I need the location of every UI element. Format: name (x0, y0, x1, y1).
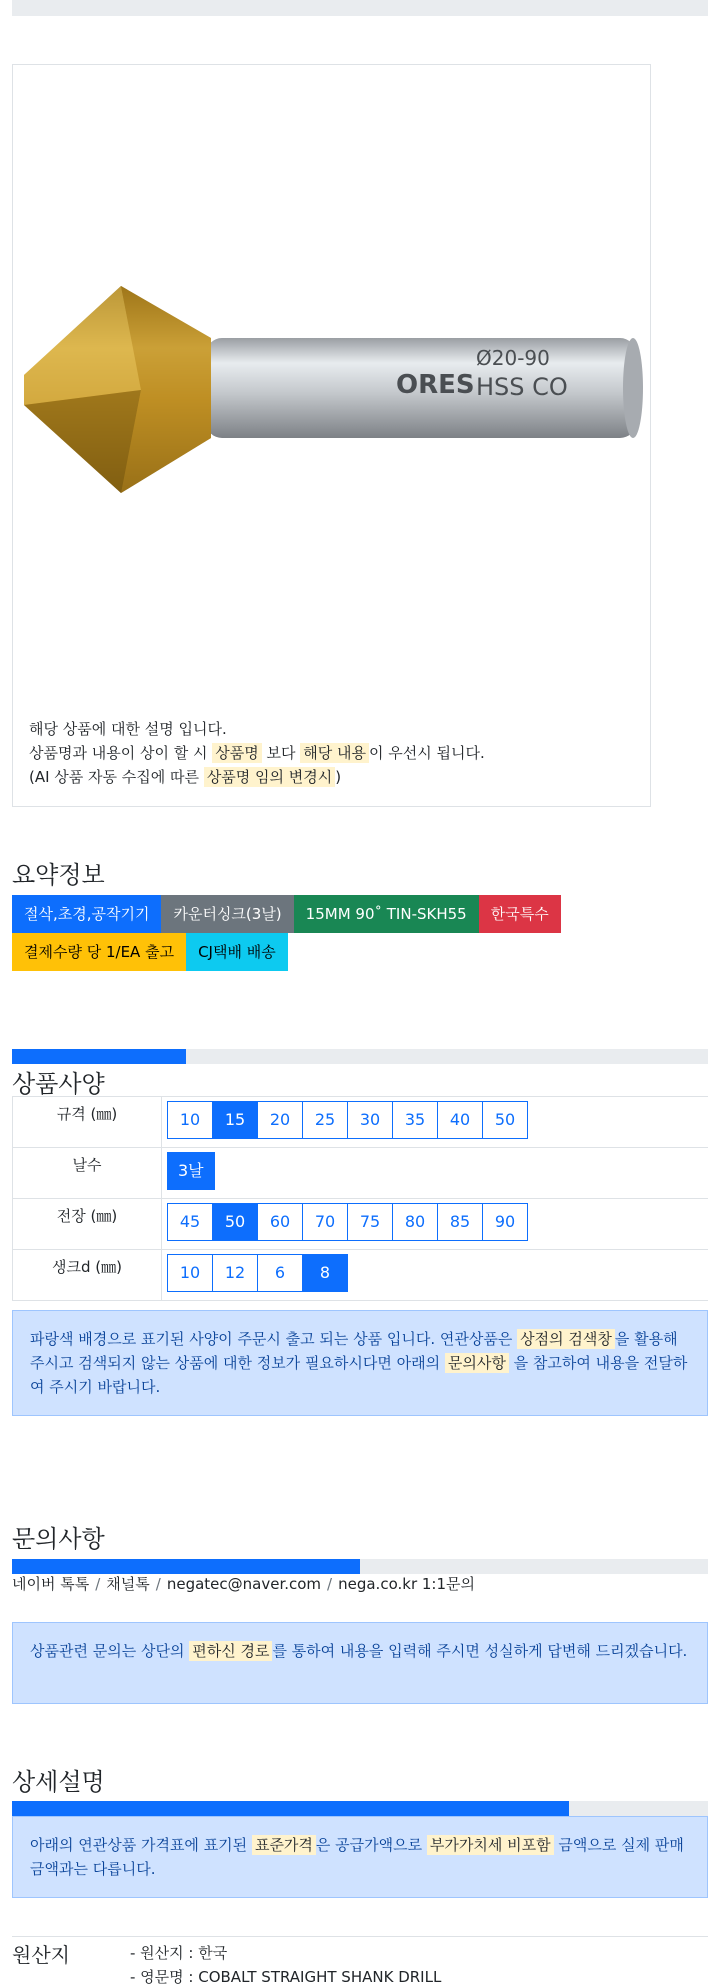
spec-option-button[interactable]: 30 (347, 1101, 393, 1139)
detail-title: 상세설명 (12, 1768, 105, 1796)
top-divider-bar (12, 0, 708, 16)
spec-row (12, 1148, 708, 1199)
spec-row (12, 1199, 708, 1250)
summary-badge: 15MM 90˚ TIN-SKH55 (294, 895, 479, 933)
contact-links (12, 1573, 475, 1594)
spec-options (162, 1148, 214, 1198)
spec-option-button[interactable]: 15 (212, 1101, 258, 1139)
engraving-ores: ORES (396, 370, 475, 400)
product-image (21, 265, 651, 565)
contact-separator: / (95, 1575, 101, 1593)
product-image-box (12, 64, 651, 807)
contact-separator: / (155, 1575, 161, 1593)
inquiry-progress-bar (12, 1559, 708, 1574)
engraving-size: Ø20-90 (476, 346, 550, 370)
spec-row (12, 1097, 708, 1148)
spec-option-button[interactable]: 3날 (167, 1152, 215, 1190)
spec-option-button[interactable]: 90 (482, 1203, 528, 1241)
summary-badge: CJ택배 배송 (186, 933, 288, 971)
summary-badge: 결제수량 당 1/EA 출고 (12, 933, 186, 971)
spec-option-button[interactable]: 10 (167, 1101, 213, 1139)
spec-option-button[interactable]: 60 (257, 1203, 303, 1241)
spec-row (12, 1250, 708, 1301)
origin-title: 원산지 (12, 1943, 70, 1967)
spec-option-button[interactable]: 45 (167, 1203, 213, 1241)
desc-line1: 해당 상품에 대한 설명 입니다. (29, 720, 227, 738)
summary-title: 요약정보 (12, 861, 105, 889)
contact-link[interactable]: negatec@naver.com (166, 1575, 322, 1593)
detail-notice: 아래의 연관상품 가격표에 표기된 표준가격 은 공급가액으로 부가가치세 비포함 금액으로 실제 판매금액과는 다릅니다. (12, 1816, 708, 1898)
spec-options (162, 1250, 347, 1300)
contact-link[interactable]: nega.co.kr 1:1문의 (338, 1575, 475, 1593)
highlight-inquiry: 문의사항 (445, 1353, 509, 1373)
desc-line2: 상품명과 내용이 상이 할 시 상품명 보다 해당 내용 이 우선시 됩니다. (29, 744, 485, 762)
contact-link[interactable]: 채널톡 (106, 1575, 150, 1593)
spec-option-button[interactable]: 8 (302, 1254, 348, 1292)
spec-option-button[interactable]: 40 (437, 1101, 483, 1139)
spec-label: 생크d (㎜) (12, 1250, 162, 1300)
contact-separator: / (327, 1575, 333, 1593)
highlight-search: 상점의 검색창 (517, 1329, 615, 1349)
spec-label: 날수 (12, 1148, 162, 1198)
spec-notice: 파랑색 배경으로 표기된 사양이 주문시 출고 되는 상품 입니다. 연관상품은 상점의 검색창 을 활용해 주시고 검색되지 않는 상품에 대한 정보가 필요하시다면 아래의 문의사항 을 참고하여 내용을 전달하여 주시기 바랍니다. (12, 1310, 708, 1416)
spec-option-button[interactable]: 10 (167, 1254, 213, 1292)
desc-line3: (AI 상품 자동 수집에 따른 상품명 임의 변경시 ) (29, 768, 342, 786)
origin-item: - 원산지 : 한국 (130, 1944, 228, 1962)
inquiry-title: 문의사항 (12, 1525, 105, 1553)
spec-label: 전장 (㎜) (12, 1199, 162, 1249)
detail-progress-bar (12, 1801, 708, 1816)
contact-link[interactable]: 네이버 톡톡 (12, 1575, 90, 1593)
summary-badge: 한국특수 (479, 895, 561, 933)
spec-option-button[interactable]: 85 (437, 1203, 483, 1241)
origin-list (130, 1941, 441, 1986)
spec-options (162, 1199, 527, 1249)
inquiry-notice: 상품관련 문의는 상단의 편하신 경로 를 통하여 내용을 입력해 주시면 성실하게 답변해 드리겠습니다. (12, 1622, 708, 1704)
spec-label: 규격 (㎜) (12, 1097, 162, 1147)
summary-badge: 카운터싱크(3날) (161, 895, 293, 933)
spec-option-button[interactable]: 25 (302, 1101, 348, 1139)
product-description (29, 717, 485, 789)
spec-title: 상품사양 (12, 1070, 105, 1098)
spec-table (12, 1096, 708, 1301)
spec-option-button[interactable]: 75 (347, 1203, 393, 1241)
highlight-content: 해당 내용 (300, 743, 369, 763)
spec-option-button[interactable]: 50 (482, 1101, 528, 1139)
highlight-standard-price: 표준가격 (252, 1835, 316, 1855)
spec-option-button[interactable]: 70 (302, 1203, 348, 1241)
spec-option-button[interactable]: 35 (392, 1101, 438, 1139)
spec-option-button[interactable]: 12 (212, 1254, 258, 1292)
spec-option-button[interactable]: 6 (257, 1254, 303, 1292)
origin-item: - 영문명 : COBALT STRAIGHT SHANK DRILL (130, 1968, 442, 1986)
summary-badges-row1 (12, 895, 561, 933)
spec-option-button[interactable]: 20 (257, 1101, 303, 1139)
summary-badges-row2 (12, 933, 288, 971)
spec-progress-bar (12, 1049, 708, 1064)
spec-option-button[interactable]: 50 (212, 1203, 258, 1241)
highlight-vat-excluded: 부가가치세 비포함 (427, 1835, 554, 1855)
highlight-name-change: 상품명 임의 변경시 (204, 767, 335, 787)
highlight-channel: 편하신 경로 (189, 1641, 272, 1661)
origin-section (12, 1936, 708, 1986)
highlight-product-name: 상품명 (212, 743, 261, 763)
spec-option-button[interactable]: 80 (392, 1203, 438, 1241)
spec-options (162, 1097, 527, 1147)
summary-badge: 절삭,초경,공작기기 (12, 895, 161, 933)
engraving-hss: HSS CO (476, 373, 568, 401)
